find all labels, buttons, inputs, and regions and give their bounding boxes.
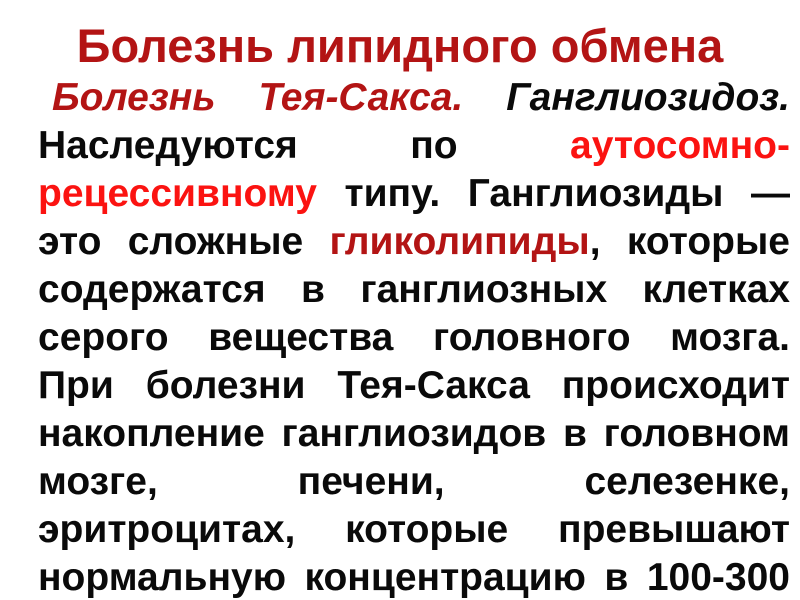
word bbox=[627, 218, 790, 266]
word-segment: — bbox=[750, 172, 790, 215]
word bbox=[38, 218, 101, 266]
word bbox=[52, 74, 215, 122]
word bbox=[604, 410, 790, 458]
word bbox=[562, 362, 790, 410]
word bbox=[558, 506, 790, 554]
word-segment: которые bbox=[626, 220, 790, 263]
word bbox=[128, 218, 303, 266]
word bbox=[643, 266, 790, 314]
word-segment: происходит bbox=[561, 364, 790, 407]
word-segment: ганглиозидов bbox=[281, 412, 547, 455]
word bbox=[670, 314, 790, 362]
word-segment: мозга. bbox=[670, 316, 790, 359]
word-segment: это bbox=[38, 220, 102, 263]
slide-title: Болезнь липидного обмена bbox=[76, 19, 724, 72]
word-segment: содержатся bbox=[38, 268, 266, 311]
word bbox=[146, 362, 306, 410]
text-line-9 bbox=[38, 458, 790, 506]
word bbox=[344, 170, 440, 218]
word-segment: сложные bbox=[127, 220, 304, 263]
text-line-10 bbox=[38, 506, 790, 554]
word-segment: Наследуются bbox=[38, 124, 298, 167]
word bbox=[604, 554, 628, 600]
word-segment: концентрацию bbox=[304, 556, 586, 599]
word bbox=[38, 458, 158, 506]
text-line-4 bbox=[38, 218, 790, 266]
word-segment: Тея-Сакса. bbox=[258, 76, 464, 119]
text-line-2 bbox=[38, 122, 790, 170]
word-segment: печени, bbox=[297, 460, 445, 503]
word bbox=[304, 554, 585, 600]
word-segment: в bbox=[301, 268, 325, 311]
word-segment: типу. bbox=[344, 172, 441, 215]
word bbox=[38, 122, 298, 170]
word bbox=[360, 266, 607, 314]
word bbox=[38, 554, 286, 600]
word-segment: , bbox=[589, 220, 601, 263]
word-segment: превышают bbox=[558, 508, 790, 551]
word bbox=[410, 122, 457, 170]
word bbox=[506, 74, 790, 122]
word bbox=[282, 410, 547, 458]
word bbox=[337, 362, 530, 410]
word bbox=[751, 170, 790, 218]
word-segment: Болезнь bbox=[52, 76, 216, 119]
word-segment: эритроцитах, bbox=[38, 508, 296, 551]
text-line-3 bbox=[38, 170, 790, 218]
word-segment: ганглиозных bbox=[360, 268, 608, 311]
word bbox=[330, 218, 601, 266]
word bbox=[38, 362, 114, 410]
text-line-5 bbox=[38, 266, 790, 314]
word bbox=[38, 266, 266, 314]
word-segment: которые bbox=[345, 508, 509, 551]
word-segment: по bbox=[410, 124, 458, 167]
word-segment: 100-300 bbox=[646, 556, 790, 599]
word bbox=[258, 74, 463, 122]
word-segment: в bbox=[562, 412, 587, 455]
word bbox=[38, 314, 169, 362]
word bbox=[584, 458, 790, 506]
word-segment: Тея-Сакса bbox=[337, 364, 530, 407]
word-segment: рецессивному bbox=[38, 172, 317, 215]
word bbox=[301, 266, 325, 314]
text-block bbox=[0, 74, 800, 600]
word-segment: гликолипиды bbox=[329, 220, 590, 263]
text-line-11 bbox=[38, 554, 790, 600]
text-line-6 bbox=[38, 314, 790, 362]
word bbox=[570, 122, 790, 170]
word-segment: клетках bbox=[642, 268, 790, 311]
word-segment: селезенке, bbox=[584, 460, 790, 503]
word-segment: мозге, bbox=[38, 460, 158, 503]
word-segment: Ганглиозидоз. bbox=[506, 76, 790, 119]
text-line-8 bbox=[38, 410, 790, 458]
text-line-1 bbox=[38, 74, 790, 122]
word-segment: серого bbox=[38, 316, 169, 359]
word-segment: Ганглиозиды bbox=[467, 172, 724, 215]
word bbox=[38, 506, 295, 554]
word bbox=[647, 554, 790, 600]
word-segment: нормальную bbox=[38, 556, 287, 599]
word-segment: накопление bbox=[38, 412, 265, 455]
word bbox=[433, 314, 631, 362]
word bbox=[298, 458, 445, 506]
word-segment: в bbox=[604, 556, 629, 599]
word-segment: вещества bbox=[208, 316, 394, 359]
word-segment: головного bbox=[432, 316, 631, 359]
word bbox=[563, 410, 587, 458]
word bbox=[345, 506, 508, 554]
word bbox=[38, 410, 265, 458]
word bbox=[38, 170, 317, 218]
text-line-7 bbox=[38, 362, 790, 410]
word-segment: болезни bbox=[145, 364, 306, 407]
word-segment: головном bbox=[603, 412, 790, 455]
word-segment: аутосомно- bbox=[570, 124, 790, 167]
word bbox=[468, 170, 724, 218]
word-segment: При bbox=[38, 364, 114, 407]
word bbox=[208, 314, 393, 362]
